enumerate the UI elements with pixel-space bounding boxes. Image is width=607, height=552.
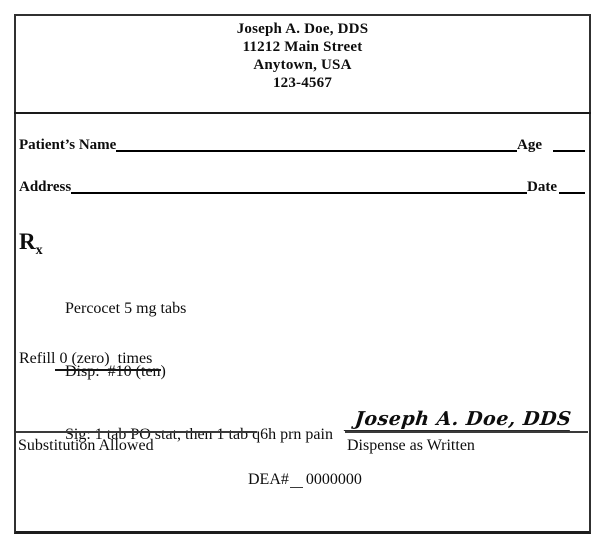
letterhead-divider	[14, 112, 591, 114]
dea-number: 0000000	[305, 471, 362, 488]
refill-row	[19, 349, 161, 371]
address-row	[19, 179, 585, 195]
prescriber-signature: Joseph A. Doe, DDS	[344, 408, 573, 431]
patient-name-row	[19, 137, 585, 153]
sig-instructions-line: Sig: 1 tab PO stat, then 1 tab q6h prn pain	[65, 426, 333, 443]
age-label: Age	[517, 137, 542, 153]
dispense-as-written-label: Dispense as Written	[347, 437, 475, 454]
patient-name-label: Patient’s Name	[19, 137, 117, 153]
rx-symbol	[19, 230, 43, 258]
prescriber-street: 11212 Main Street	[242, 39, 363, 55]
address-blank-line	[71, 190, 527, 194]
substitution-signature-line	[16, 413, 257, 433]
dispense-signature-line	[345, 404, 588, 433]
dea-label: DEA#	[248, 471, 289, 488]
prescription-form	[14, 14, 591, 534]
rx-symbol-subscript: x	[35, 243, 43, 258]
refill-value: 0 (zero) times	[55, 349, 161, 371]
dispense-line: Disp: #10 (ten)	[65, 363, 166, 380]
date-blank-line	[559, 190, 585, 194]
substitution-allowed-label: Substitution Allowed	[18, 437, 154, 454]
letterhead	[16, 20, 589, 92]
address-label: Address	[19, 179, 72, 195]
dea-blank-gap	[290, 482, 303, 488]
drug-line: Percocet 5 mg tabs	[65, 300, 187, 317]
dea-row	[248, 470, 362, 490]
rx-symbol-main: R	[19, 229, 36, 254]
refill-label: Refill	[19, 350, 56, 367]
patient-name-blank-line	[116, 148, 517, 152]
date-label: Date	[527, 179, 557, 195]
age-blank-line	[553, 148, 585, 152]
prescriber-city: Anytown, USA	[253, 57, 352, 73]
prescriber-name: Joseph A. Doe, DDS	[236, 21, 369, 37]
prescriber-phone: 123-4567	[272, 75, 333, 91]
